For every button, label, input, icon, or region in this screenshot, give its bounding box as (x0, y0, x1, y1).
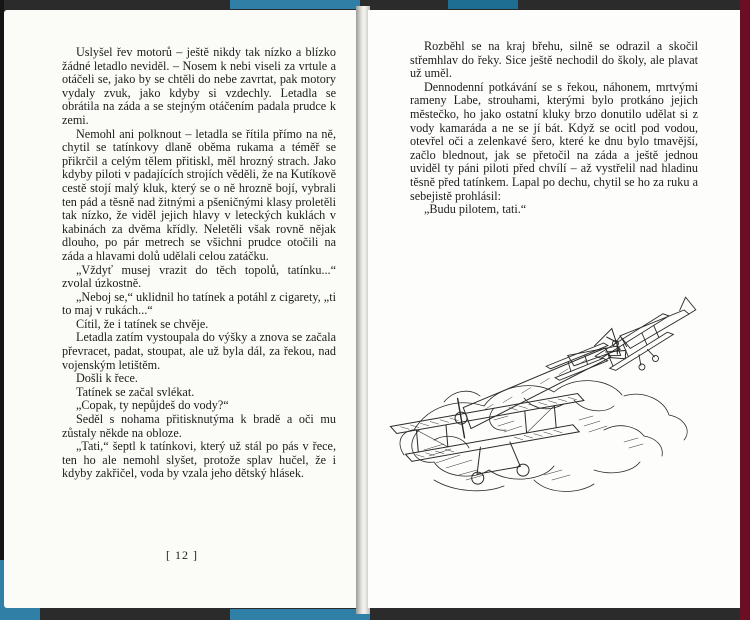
paragraph: „Tati,“ šeptl k tatínkovi, který už stál po pás v řece, ten ho ale nemohl slyšet, protože splav hučel, že i kdyby zakřičel, voda by vzala jeho dětský hlásek. (62, 439, 336, 481)
paragraph: Nemohl ani polknout – letadla se řítila přímo na ně, chytil se tatínkovy dlaně oběma rukama a téměř se přikrčil a celým tělem přitiskl, měl hrozný strach. Jako kdyby piloti v padajících strojích věděli, že na Kutíkově cestě stojí malý kluk, který se o ně hrozně bojí, vybrali ten pád a těsně nad žitnými a pšeničnými klasy proletěli tak nízko, že viděl jejich hlavy v leteckých kuklách v kabinách za dvěma křídly. Neletěli však rovně nějak dlouho, po pár metrech se všichni prudce otočili na záda a hlavami dolů udělali celou zatáčku. (62, 126, 336, 263)
cover-edge-bottom (230, 609, 370, 620)
right-page (368, 10, 740, 608)
left-page-text (62, 46, 336, 481)
right-page-text (410, 40, 698, 217)
biplanes-illustration (374, 280, 704, 535)
paragraph: Rozběhl se na kraj břehu, silně se odrazil a skočil střemhlav do řeky. Sice ještě nechodil do školy, ale plavat už uměl. (410, 39, 698, 81)
paragraph: Dennodenní potkávání se s řekou, náhonem, mrtvými rameny Labe, strouhami, kterými bylo protkáno jejich městečko, ho jako ostatní kluky brzo donutilo udělat si z vody kamaráda a ne se jí bát. Když se ocitl pod vodou, otevřel oči a zelenkavé šero, které ke dnu bylo tmavější, začlo blednout, jak se přetočil na záda a ještě jednou uviděl ty páni piloti před chvílí – až vystřelil nad hladinu těsně před tatínkem. Lapal po dechu, chytil se ho za ruku a sebejistě prohlásil: (410, 79, 698, 203)
cover-edge-right (740, 0, 750, 620)
paragraph: Uslyšel řev motorů – ještě nikdy tak nízko a blízko žádné letadlo neviděl. – Nosem k nebi viseli za vrtule a otáčeli se, jako by se chtěli do nebe zavrtat, pak motory vydaly zvuk, jako kdyby si vzdechly. Letadla se obrátila na záda a se stejným otáčením padala prudce k zemi. (62, 45, 336, 127)
cover-edge-top-right (448, 0, 518, 9)
paragraph: Tatínek se začal svlékat. (76, 384, 195, 399)
paragraph: „Neboj se,“ uklidnil ho tatínek a potáhl z cigarety, „ti to maj v rukách...“ (62, 289, 336, 318)
paragraph: Došli k řece. (76, 371, 138, 386)
left-page (4, 10, 360, 608)
paragraph: „Copak, ty nepůjdeš do vody?“ (76, 398, 229, 413)
paragraph: „Vždyť musej vrazit do těch topolů, tatínku...“ zvolal úzkostně. (62, 262, 336, 291)
paragraph: Letadla zatím vystoupala do výšky a znova se začala převracet, padat, stoupat, ale už byla dál, za řekou, nad vojenským letištěm. (62, 330, 336, 372)
page-number: [ 12 ] (166, 548, 198, 562)
paragraph: „Budu pilotem, tati.“ (424, 202, 527, 217)
cover-edge-top (230, 0, 360, 9)
paragraph: Seděl s nohama přitisknutýma k bradě a oči mu zůstaly někde na obloze. (62, 412, 336, 440)
paragraph: Cítil, že i tatínek se chvěje. (76, 316, 209, 331)
